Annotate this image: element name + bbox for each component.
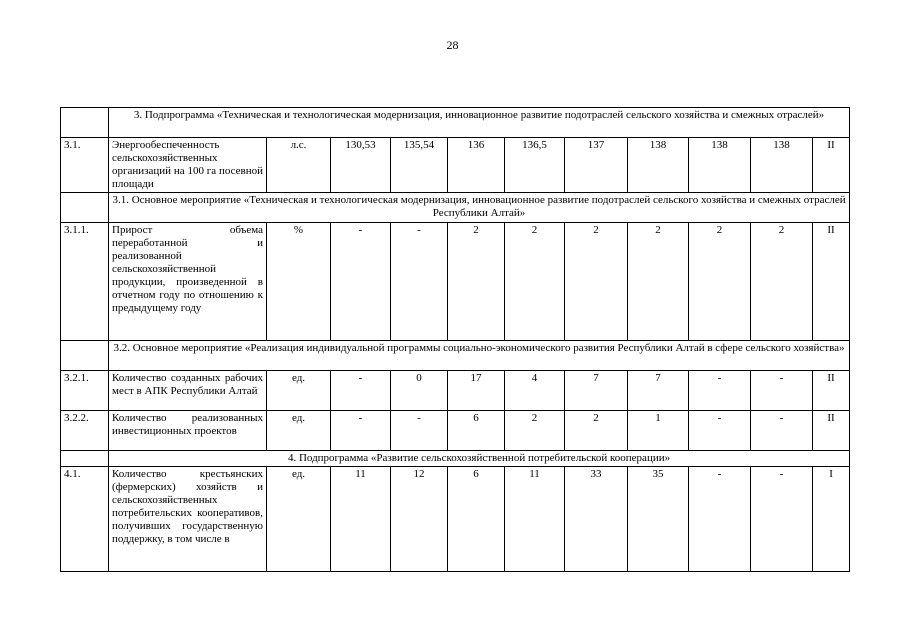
type-cell: II — [813, 138, 850, 193]
table-row — [61, 371, 850, 411]
indicator-name: Количество реализованных инвестиционных проектов — [109, 411, 267, 451]
indicator-name: Количество крестьянских (фермерских) хозяйств и сельскохозяйственных потребительских кооперативов, получивших государственную поддержку, в том числе в — [109, 467, 267, 572]
type-cell: I — [813, 467, 850, 572]
value-cell: 135,54 — [391, 138, 448, 193]
value-cell: 11 — [505, 467, 565, 572]
value-cell: 33 — [565, 467, 628, 572]
value-cell: 2 — [689, 223, 751, 341]
value-cell: 136,5 — [505, 138, 565, 193]
section-blank-cell — [61, 341, 109, 371]
value-cell: 12 — [391, 467, 448, 572]
value-cell: 1 — [628, 411, 689, 451]
value-cell: 7 — [628, 371, 689, 411]
section-row — [61, 341, 850, 371]
section-title: 3.2. Основное мероприятие «Реализация индивидуальной программы социально-экономического развития Республики Алтай в сфере сельского хозяйства» — [109, 341, 850, 371]
table-row — [61, 223, 850, 341]
section-title: 3.1. Основное мероприятие «Техническая и технологическая модернизация, инновационное развитие подотраслей сельского хозяйства и смежных отраслей Республики Алтай» — [109, 193, 850, 223]
section-title: 4. Подпрограмма «Развитие сельскохозяйственной потребительской кооперации» — [109, 451, 850, 467]
table-row — [61, 138, 850, 193]
page-number: 28 — [446, 38, 459, 52]
indicators-table — [60, 107, 850, 572]
unit-cell: ед. — [267, 411, 331, 451]
value-cell: 130,53 — [331, 138, 391, 193]
table-row — [61, 467, 850, 572]
section-title: 3. Подпрограмма «Техническая и технологическая модернизация, инновационное развитие подотраслей сельского хозяйства и смежных отраслей» — [109, 108, 850, 138]
row-number: 3.1.1. — [61, 223, 109, 341]
indicator-name: Количество созданных рабочих мест в АПК Республики Алтай — [109, 371, 267, 411]
section-blank-cell — [61, 108, 109, 138]
row-number: 3.2.2. — [61, 411, 109, 451]
indicator-name: Энергообеспеченность сельскохозяйственных организаций на 100 га посевной площади — [109, 138, 267, 193]
value-cell: 2 — [751, 223, 813, 341]
type-cell: II — [813, 223, 850, 341]
value-cell: 137 — [565, 138, 628, 193]
value-cell: - — [689, 411, 751, 451]
value-cell: 136 — [448, 138, 505, 193]
section-blank-cell — [61, 193, 109, 223]
indicator-name: Прирост объема переработанной и реализованной сельскохозяйственной продукции, произведенной в отчетном году по отношению к предыдущему году — [109, 223, 267, 341]
value-cell: 35 — [628, 467, 689, 572]
table-row — [61, 411, 850, 451]
value-cell: 2 — [505, 223, 565, 341]
value-cell: - — [751, 411, 813, 451]
row-number: 3.2.1. — [61, 371, 109, 411]
value-cell: - — [689, 467, 751, 572]
unit-cell: % — [267, 223, 331, 341]
row-number: 3.1. — [61, 138, 109, 193]
section-row — [61, 193, 850, 223]
value-cell: - — [391, 411, 448, 451]
section-blank-cell — [61, 451, 109, 467]
value-cell: 2 — [565, 223, 628, 341]
value-cell: 138 — [751, 138, 813, 193]
value-cell: 2 — [565, 411, 628, 451]
type-cell: II — [813, 371, 850, 411]
value-cell: - — [391, 223, 448, 341]
type-cell: II — [813, 411, 850, 451]
value-cell: 2 — [448, 223, 505, 341]
value-cell: - — [331, 411, 391, 451]
value-cell: 2 — [505, 411, 565, 451]
value-cell: 17 — [448, 371, 505, 411]
value-cell: 7 — [565, 371, 628, 411]
section-row — [61, 451, 850, 467]
value-cell: - — [689, 371, 751, 411]
unit-cell: л.с. — [267, 138, 331, 193]
value-cell: 11 — [331, 467, 391, 572]
value-cell: - — [751, 467, 813, 572]
value-cell: 138 — [628, 138, 689, 193]
unit-cell: ед. — [267, 467, 331, 572]
value-cell: 0 — [391, 371, 448, 411]
value-cell: 2 — [628, 223, 689, 341]
unit-cell: ед. — [267, 371, 331, 411]
value-cell: - — [751, 371, 813, 411]
value-cell: - — [331, 223, 391, 341]
value-cell: 138 — [689, 138, 751, 193]
section-row — [61, 108, 850, 138]
value-cell: - — [331, 371, 391, 411]
row-number: 4.1. — [61, 467, 109, 572]
value-cell: 4 — [505, 371, 565, 411]
value-cell: 6 — [448, 411, 505, 451]
value-cell: 6 — [448, 467, 505, 572]
